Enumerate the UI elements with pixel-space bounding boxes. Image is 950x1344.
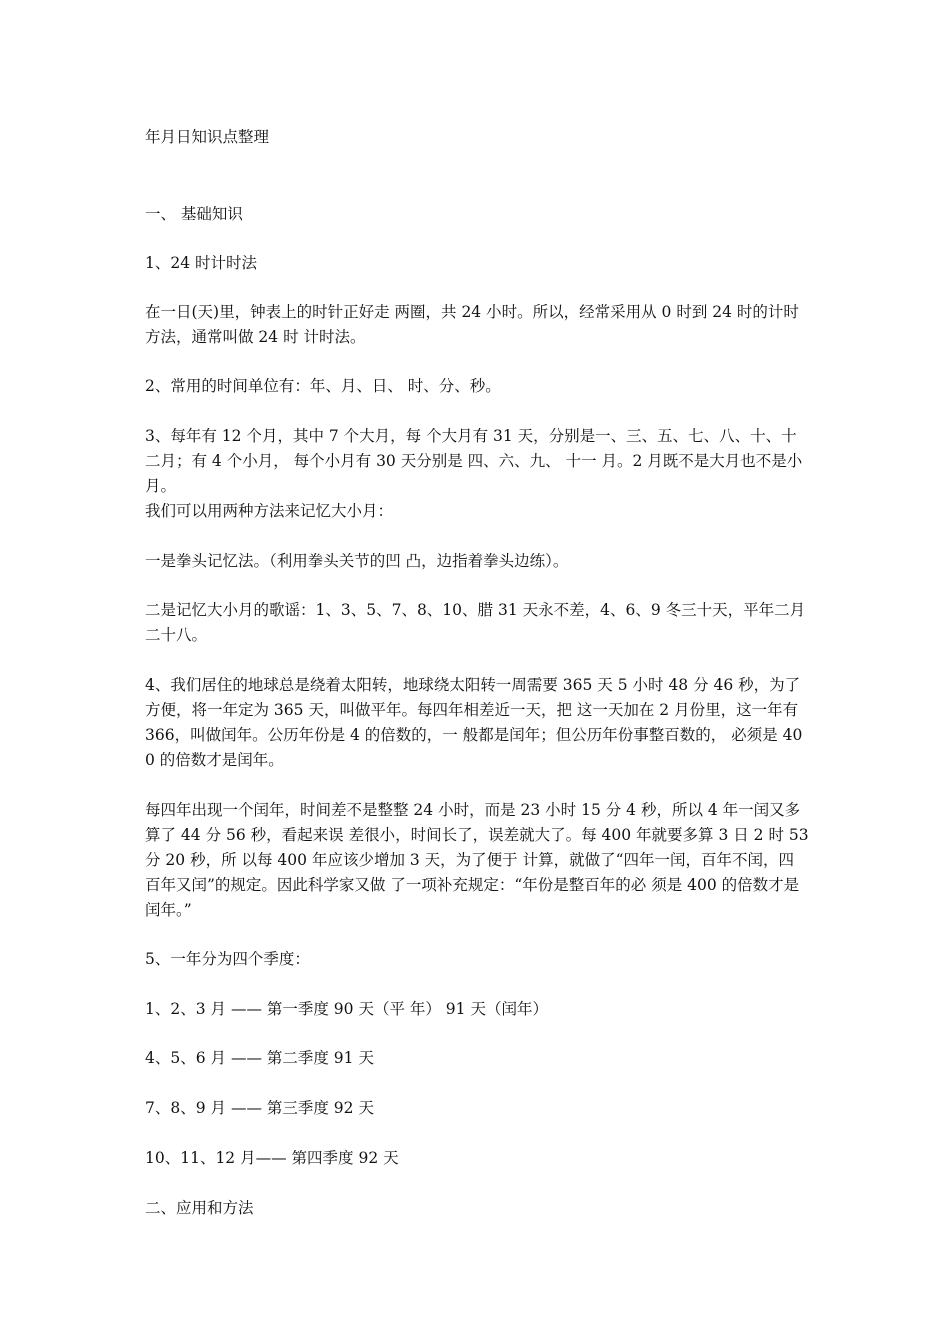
paragraph-time-units: 2、常用的时间单位有：年、月、日、 时、分、秒。	[145, 377, 501, 395]
paragraph-methods-intro: 我们可以用两种方法来记忆大小月：	[145, 502, 394, 520]
paragraph-seasons-intro: 5、一年分为四个季度：	[145, 950, 310, 968]
paragraph-fist-method: 一是拳头记忆法。（利用拳头关节的凹 凸，边指着拳头边练）。	[145, 552, 569, 570]
document-title: 年月日知识点整理	[145, 128, 270, 146]
section-heading-basics: 一、 基础知识	[145, 205, 243, 223]
paragraph-leap-detail: 每四年出现一个闰年，时间差不是整整 24 小时，而是 23 小时 15 分 4 秒，所以 4 年一闰又多算了 44 分 56 秒，看起来误 差很小，时间长了，误差就大了。每 400 年就要多算 3 日 2 时 53 分 20 秒，所 以每 400 年应该少增加 3 天，为了便于 计算，就做了“四年一闰，百年不闰，四百年又闰”的规定。因此科学家又做 了一项补充规定：“年份是整百年的必 须是 400 的倍数才是闰年。”	[145, 801, 809, 919]
paragraph-song-method: 二是记忆大小月的歌谣：1、3、5、7、8、10、腊 31 天永不差，4、6、9 冬三十天，平年二月二十八。	[145, 601, 806, 644]
list-item-quarter-4: 10、11、12 月—— 第四季度 92 天	[145, 1149, 399, 1167]
paragraph-leap-year: 4、我们居住的地球总是绕着太阳转，地球绕太阳转一周需要 365 天 5 小时 48 分 46 秒，为了方便，将一年定为 365 天，叫做平年。每四年相差近一天，把 这一天加在 2 月份里，这一年有 366，叫做闰年。公历年份是 4 的倍数的，一 般都是闰年；但公历年份事整百数的， 必须是 400 的倍数才是闰年。	[145, 676, 803, 769]
paragraph-24h-heading: 1、24 时计时法	[145, 254, 258, 272]
list-item-quarter-3: 7、8、9 月 —— 第三季度 92 天	[145, 1099, 374, 1117]
paragraph-months: 3、每年有 12 个月，其中 7 个大月，每 个大月有 31 天，分别是一、三、五、七、八、十、十二月；有 4 个小月， 每个小月有 30 天分别是 四、六、九、 十一 月。2 月既不是大月也不是小月。	[145, 427, 803, 495]
section-heading-applications: 二、应用和方法	[145, 1199, 254, 1217]
paragraph-24h-body: 在一日(天)里，钟表上的时针正好走 两圈，共 24 小时。所以，经常采用从 0 时到 24 时的计时方法，通常叫做 24 时 计时法。	[145, 303, 799, 346]
list-item-quarter-2: 4、5、6 月 —— 第二季度 91 天	[145, 1049, 374, 1067]
list-item-quarter-1: 1、2、3 月 —— 第一季度 90 天（平 年） 91 天（闰年）	[145, 1000, 548, 1018]
